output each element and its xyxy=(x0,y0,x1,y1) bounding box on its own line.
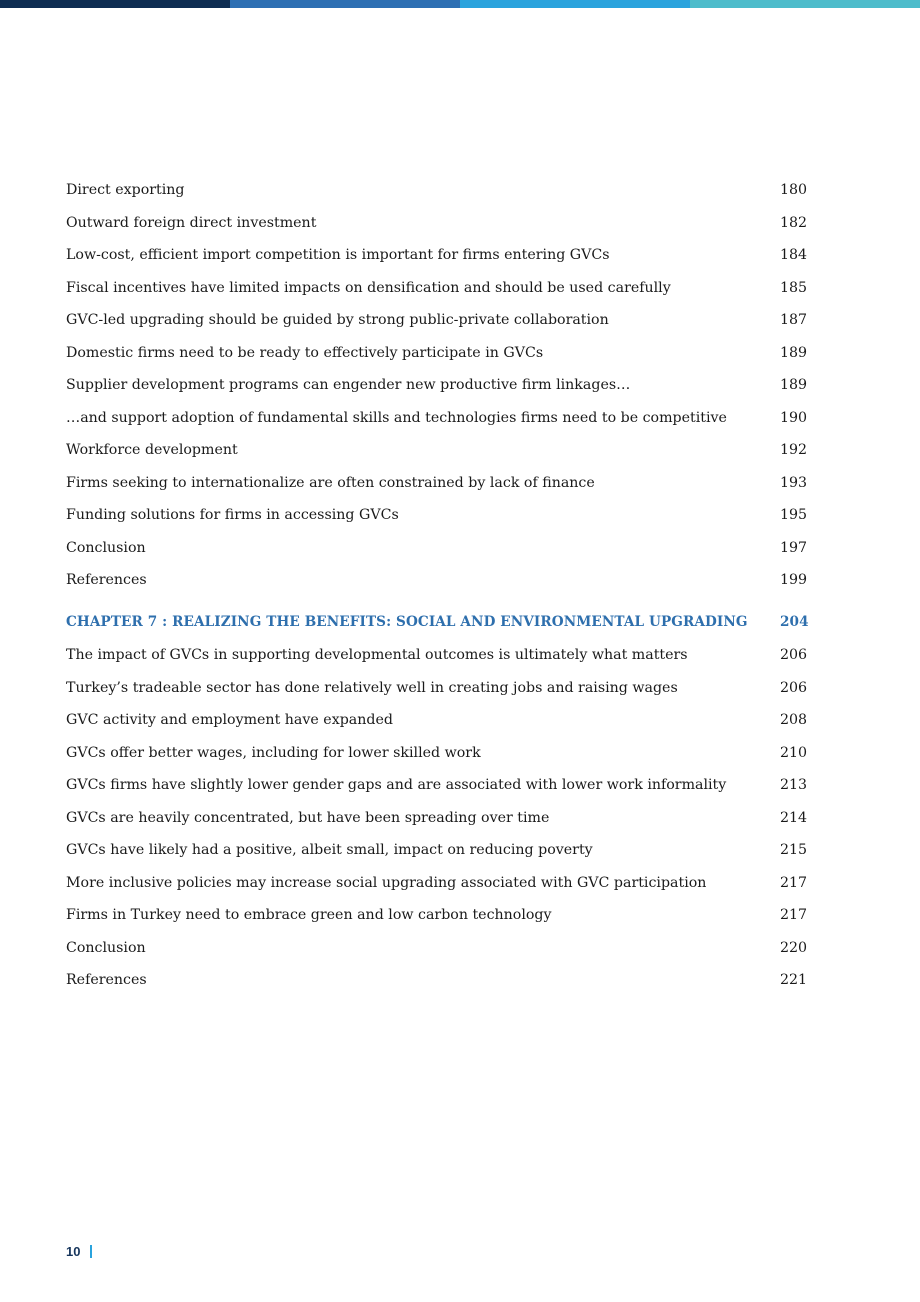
toc-entry-title: GVC activity and employment have expanded xyxy=(66,712,393,729)
toc-entry-page-number: 189 xyxy=(780,377,808,394)
toc-entry[interactable] xyxy=(66,964,816,997)
toc-entry-page-number: 193 xyxy=(780,474,808,491)
toc-entry[interactable] xyxy=(66,802,816,835)
toc-entry[interactable] xyxy=(66,304,816,337)
toc-entry-page-number: 210 xyxy=(780,744,808,761)
toc-entry-title: The impact of GVCs in supporting developmental outcomes is ultimately what matters xyxy=(66,647,688,664)
toc-entry[interactable] xyxy=(66,704,816,737)
toc-entry-page-number: 190 xyxy=(780,409,808,426)
toc-entry-title: References xyxy=(66,572,147,589)
toc-entry-page-number: 184 xyxy=(780,247,808,264)
top-bar-segment-3 xyxy=(460,0,690,8)
page-footer xyxy=(66,1244,92,1259)
toc-entry-title: GVCs firms have slightly lower gender gaps and are associated with lower work informality xyxy=(66,777,727,794)
toc-entry-page-number: 217 xyxy=(780,907,808,924)
toc-entry-title: GVC-led upgrading should be guided by strong public-private collaboration xyxy=(66,312,609,329)
toc-entry-title: Supplier development programs can engender new productive firm linkages… xyxy=(66,377,631,394)
toc-entry-title: Outward foreign direct investment xyxy=(66,214,317,231)
toc-entry-page-number: 189 xyxy=(780,344,808,361)
top-bar-segment-1 xyxy=(0,0,230,8)
toc-entry-title: Low-cost, efficient import competition is important for firms entering GVCs xyxy=(66,247,610,264)
toc-entry[interactable] xyxy=(66,369,816,402)
toc-entry-title: Funding solutions for firms in accessing GVCs xyxy=(66,507,399,524)
toc-entry[interactable] xyxy=(66,867,816,900)
toc-entry-page-number: 199 xyxy=(780,572,808,589)
footer-divider xyxy=(90,1245,92,1258)
toc-entry[interactable] xyxy=(66,272,816,305)
toc-entry-page-number: 215 xyxy=(780,842,808,859)
toc-section-chapter-7 xyxy=(66,639,816,997)
chapter-title: CHAPTER 7 : REALIZING THE BENEFITS: SOCIAL AND ENVIRONMENTAL UPGRADING xyxy=(66,613,748,630)
toc-entry-page-number: 221 xyxy=(780,972,808,989)
toc-entry-title: …and support adoption of fundamental skills and technologies firms need to be competitive xyxy=(66,409,727,426)
toc-entry-page-number: 206 xyxy=(780,647,808,664)
toc-entry-title: Workforce development xyxy=(66,442,238,459)
toc-entry-page-number: 185 xyxy=(780,279,808,296)
toc-entry-title: Turkey’s tradeable sector has done relatively well in creating jobs and raising wages xyxy=(66,679,678,696)
toc-entry-page-number: 214 xyxy=(780,809,808,826)
toc-entry-page-number: 195 xyxy=(780,507,808,524)
toc-entry[interactable] xyxy=(66,932,816,965)
table-of-contents xyxy=(66,174,816,997)
toc-entry-page-number: 220 xyxy=(780,939,808,956)
toc-entry-page-number: 208 xyxy=(780,712,808,729)
toc-entry[interactable] xyxy=(66,402,816,435)
toc-entry[interactable] xyxy=(66,499,816,532)
toc-entry-page-number: 182 xyxy=(780,214,808,231)
toc-entry[interactable] xyxy=(66,564,816,597)
toc-entry-page-number: 197 xyxy=(780,539,808,556)
toc-entry-page-number: 213 xyxy=(780,777,808,794)
toc-entry[interactable] xyxy=(66,769,816,802)
toc-entry[interactable] xyxy=(66,834,816,867)
toc-entry-title: References xyxy=(66,972,147,989)
toc-entry-page-number: 206 xyxy=(780,679,808,696)
toc-entry-title: Firms in Turkey need to embrace green and low carbon technology xyxy=(66,907,552,924)
toc-entry[interactable] xyxy=(66,174,816,207)
page-number: 10 xyxy=(66,1244,81,1259)
toc-entry-title: Direct exporting xyxy=(66,182,185,199)
toc-entry-title: Fiscal incentives have limited impacts on densification and should be used carefully xyxy=(66,279,671,296)
toc-spacer xyxy=(66,597,816,607)
toc-entry-page-number: 187 xyxy=(780,312,808,329)
toc-entry-title: Firms seeking to internationalize are often constrained by lack of finance xyxy=(66,474,595,491)
toc-entry-page-number: 180 xyxy=(780,182,808,199)
toc-entry[interactable] xyxy=(66,467,816,500)
toc-entry[interactable] xyxy=(66,207,816,240)
toc-chapter-heading[interactable] xyxy=(66,607,816,640)
toc-entry[interactable] xyxy=(66,337,816,370)
toc-entry[interactable] xyxy=(66,639,816,672)
top-bar-segment-2 xyxy=(230,0,460,8)
toc-entry-title: Conclusion xyxy=(66,539,146,556)
chapter-page-number: 204 xyxy=(780,613,809,630)
toc-entry-title: GVCs have likely had a positive, albeit small, impact on reducing poverty xyxy=(66,842,593,859)
toc-entry[interactable] xyxy=(66,899,816,932)
toc-entry-title: Domestic firms need to be ready to effectively participate in GVCs xyxy=(66,344,544,361)
toc-entry-page-number: 192 xyxy=(780,442,808,459)
toc-entry[interactable] xyxy=(66,239,816,272)
toc-entry-title: GVCs offer better wages, including for lower skilled work xyxy=(66,744,481,761)
top-color-bar xyxy=(0,0,920,8)
toc-entry[interactable] xyxy=(66,434,816,467)
toc-entry[interactable] xyxy=(66,672,816,705)
toc-entry-title: Conclusion xyxy=(66,939,146,956)
toc-entry-page-number: 217 xyxy=(780,874,808,891)
toc-entry-title: GVCs are heavily concentrated, but have been spreading over time xyxy=(66,809,550,826)
toc-entry[interactable] xyxy=(66,532,816,565)
toc-entry[interactable] xyxy=(66,737,816,770)
toc-section-previous-chapter xyxy=(66,174,816,597)
top-bar-segment-4 xyxy=(690,0,920,8)
toc-entry-title: More inclusive policies may increase social upgrading associated with GVC participation xyxy=(66,874,707,891)
